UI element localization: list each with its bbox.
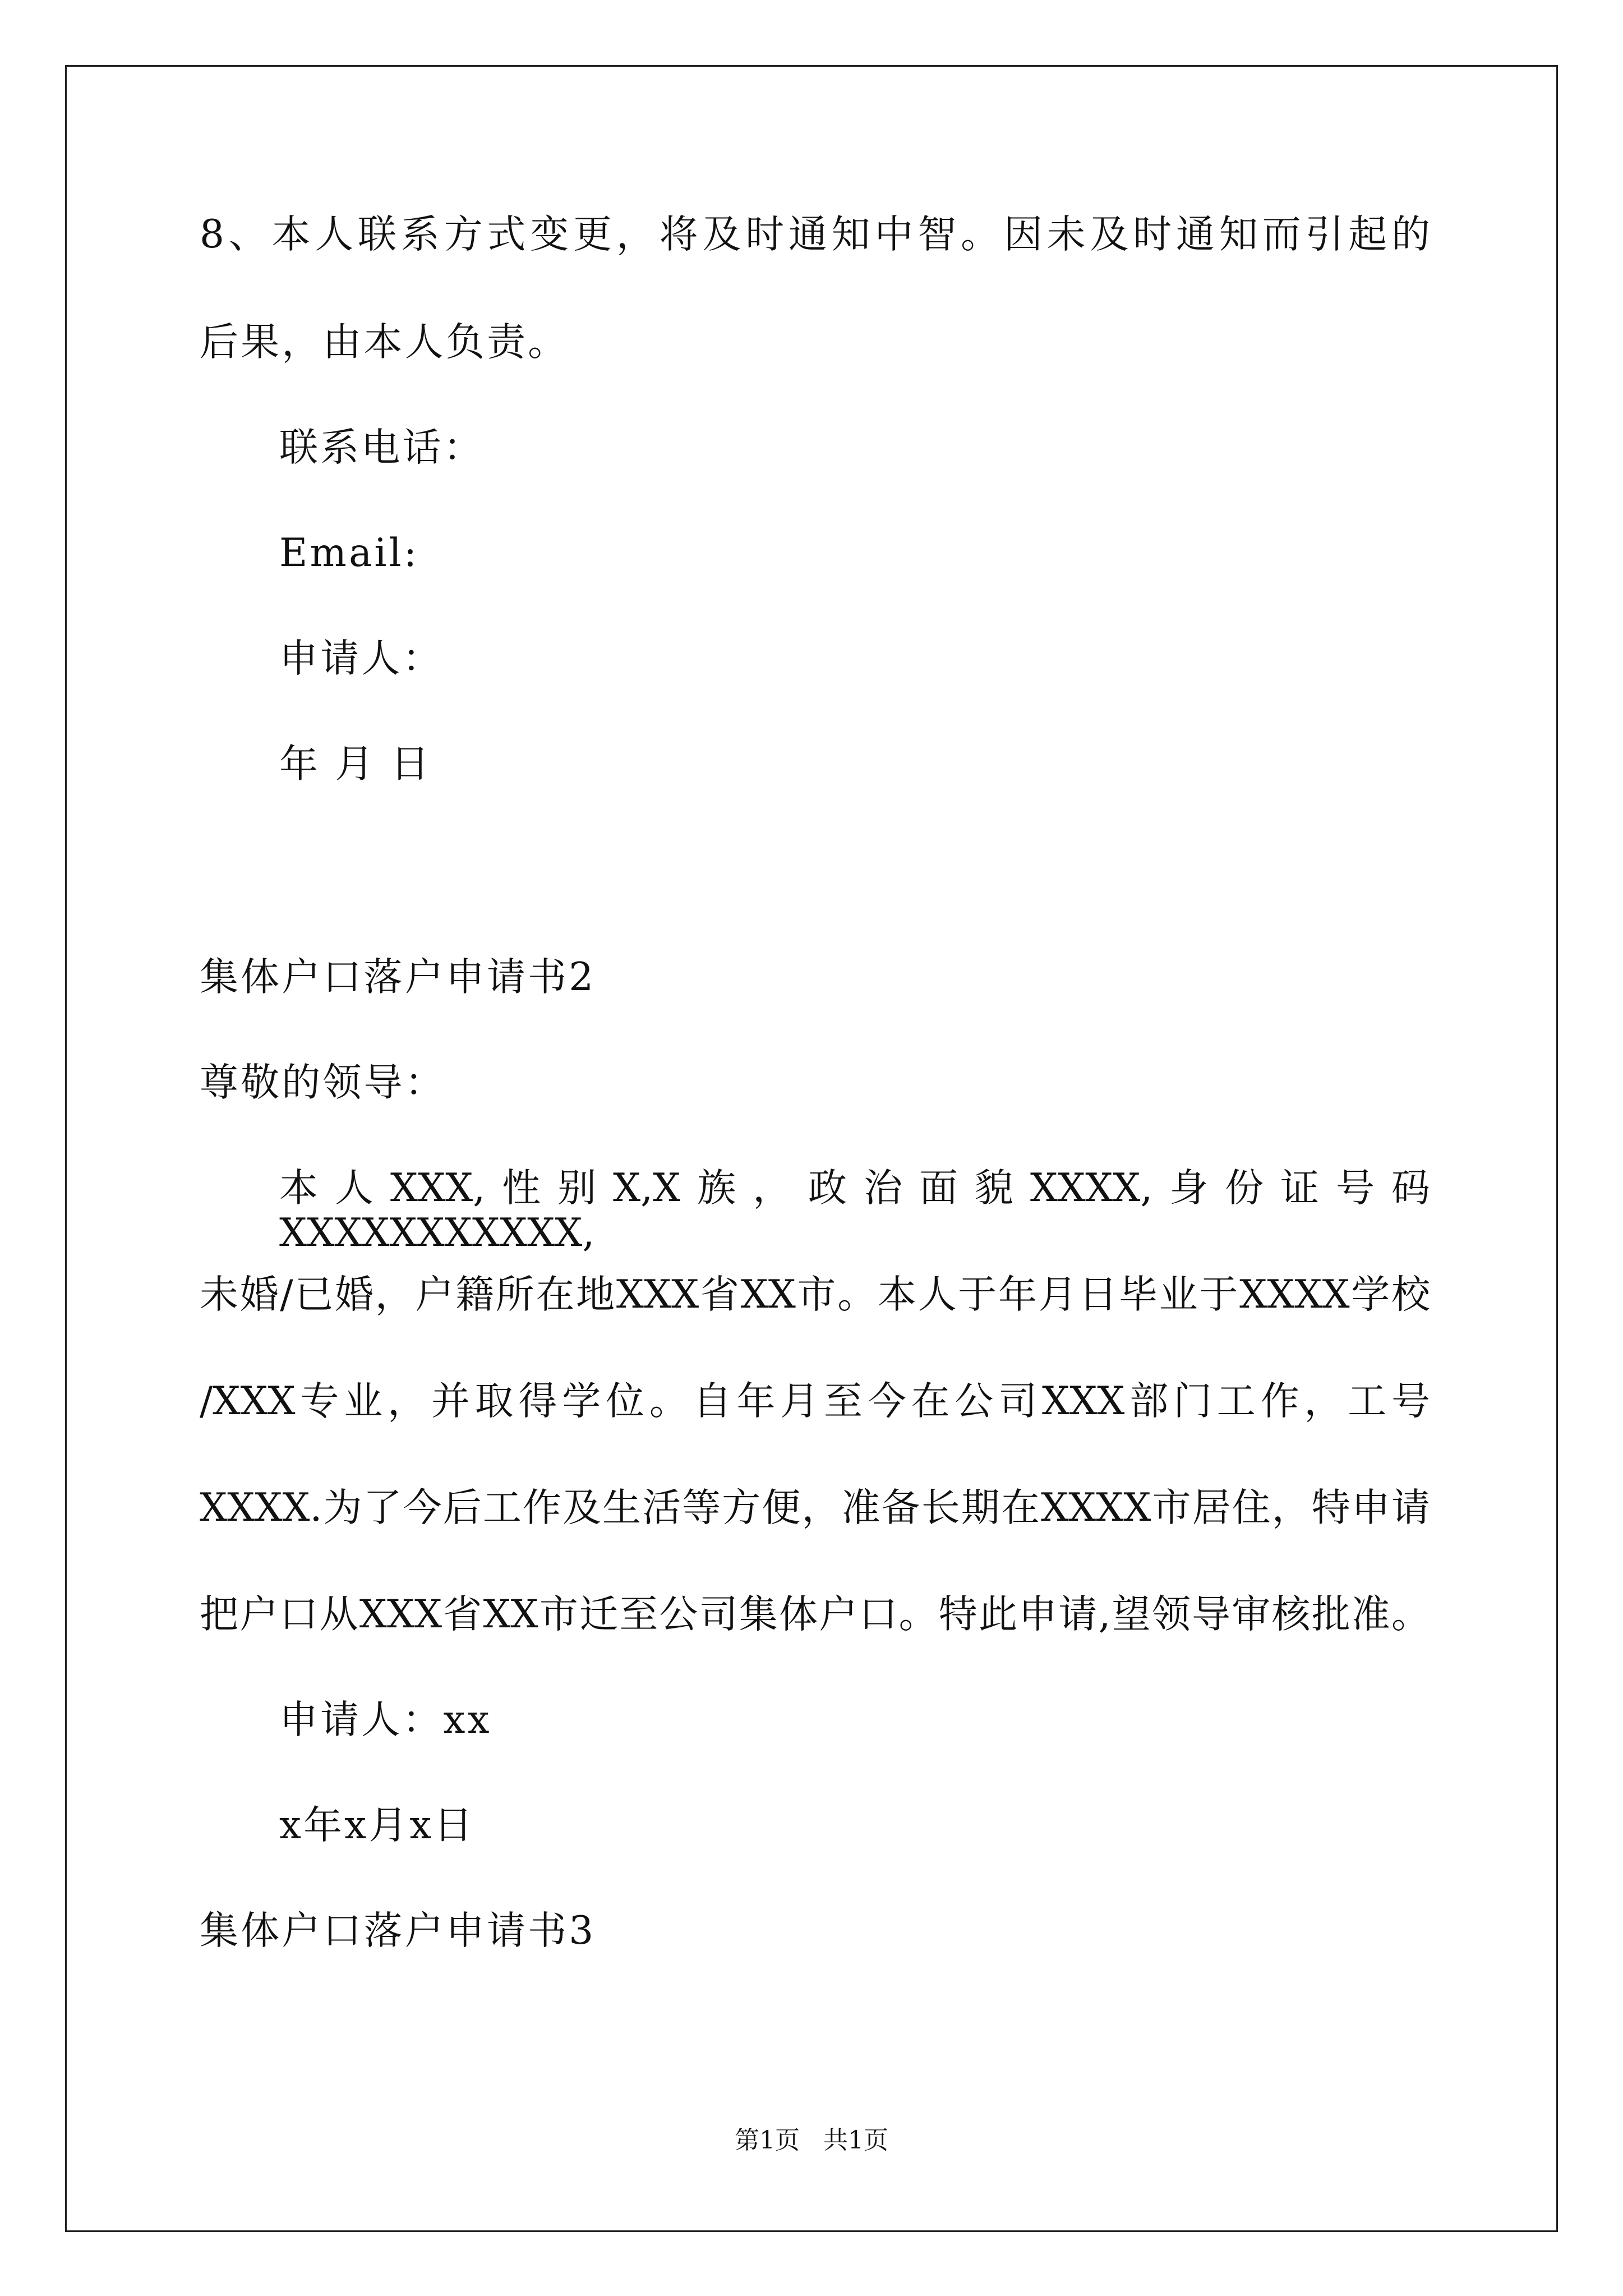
signature-date: x年x月x日 [279,1803,475,1848]
paragraph-line-3: /XXX专业，并取得学位。自年月至今在公司XXX部门工作，工号 [200,1379,1430,1424]
paragraph-line-2: 未婚/已婚，户籍所在地XXX省XX市。本人于年月日毕业于XXXX学校 [200,1272,1430,1317]
applicant-signature: 申请人：xx [279,1697,492,1742]
applicant-label: 申请人： [279,636,444,681]
page-border [65,65,1558,2232]
date-line: 年 月 日 [279,742,432,786]
paragraph-line-item8-end: 后果，由本人负责。 [200,320,569,365]
paragraph-line-item8-start: 8、本人联系方式变更，将及时通知中智。因未及时通知而引起的 [200,212,1430,257]
paragraph-line-5: 把户口从XXX省XX市迁至公司集体户口。特此申请,望领导审核批准。 [200,1592,1430,1637]
salutation: 尊敬的领导： [200,1060,446,1105]
section-title-2: 集体户口落户申请书2 [200,955,596,1000]
paragraph-line-4: XXXX.为了今后工作及生活等方便，准备长期在XXXX市居住，特申请 [200,1485,1430,1530]
contact-phone-label: 联系电话： [279,425,485,470]
paragraph-line-1: 本人XXX,性别X,X族，政治面貌XXXX,身份证号码XXXXXXXXXXX, [279,1166,1430,1255]
page-number: 第1页 共1页 [735,2126,888,2155]
section-title-3: 集体户口落户申请书3 [200,1908,596,1953]
email-label: Email: [279,531,419,576]
